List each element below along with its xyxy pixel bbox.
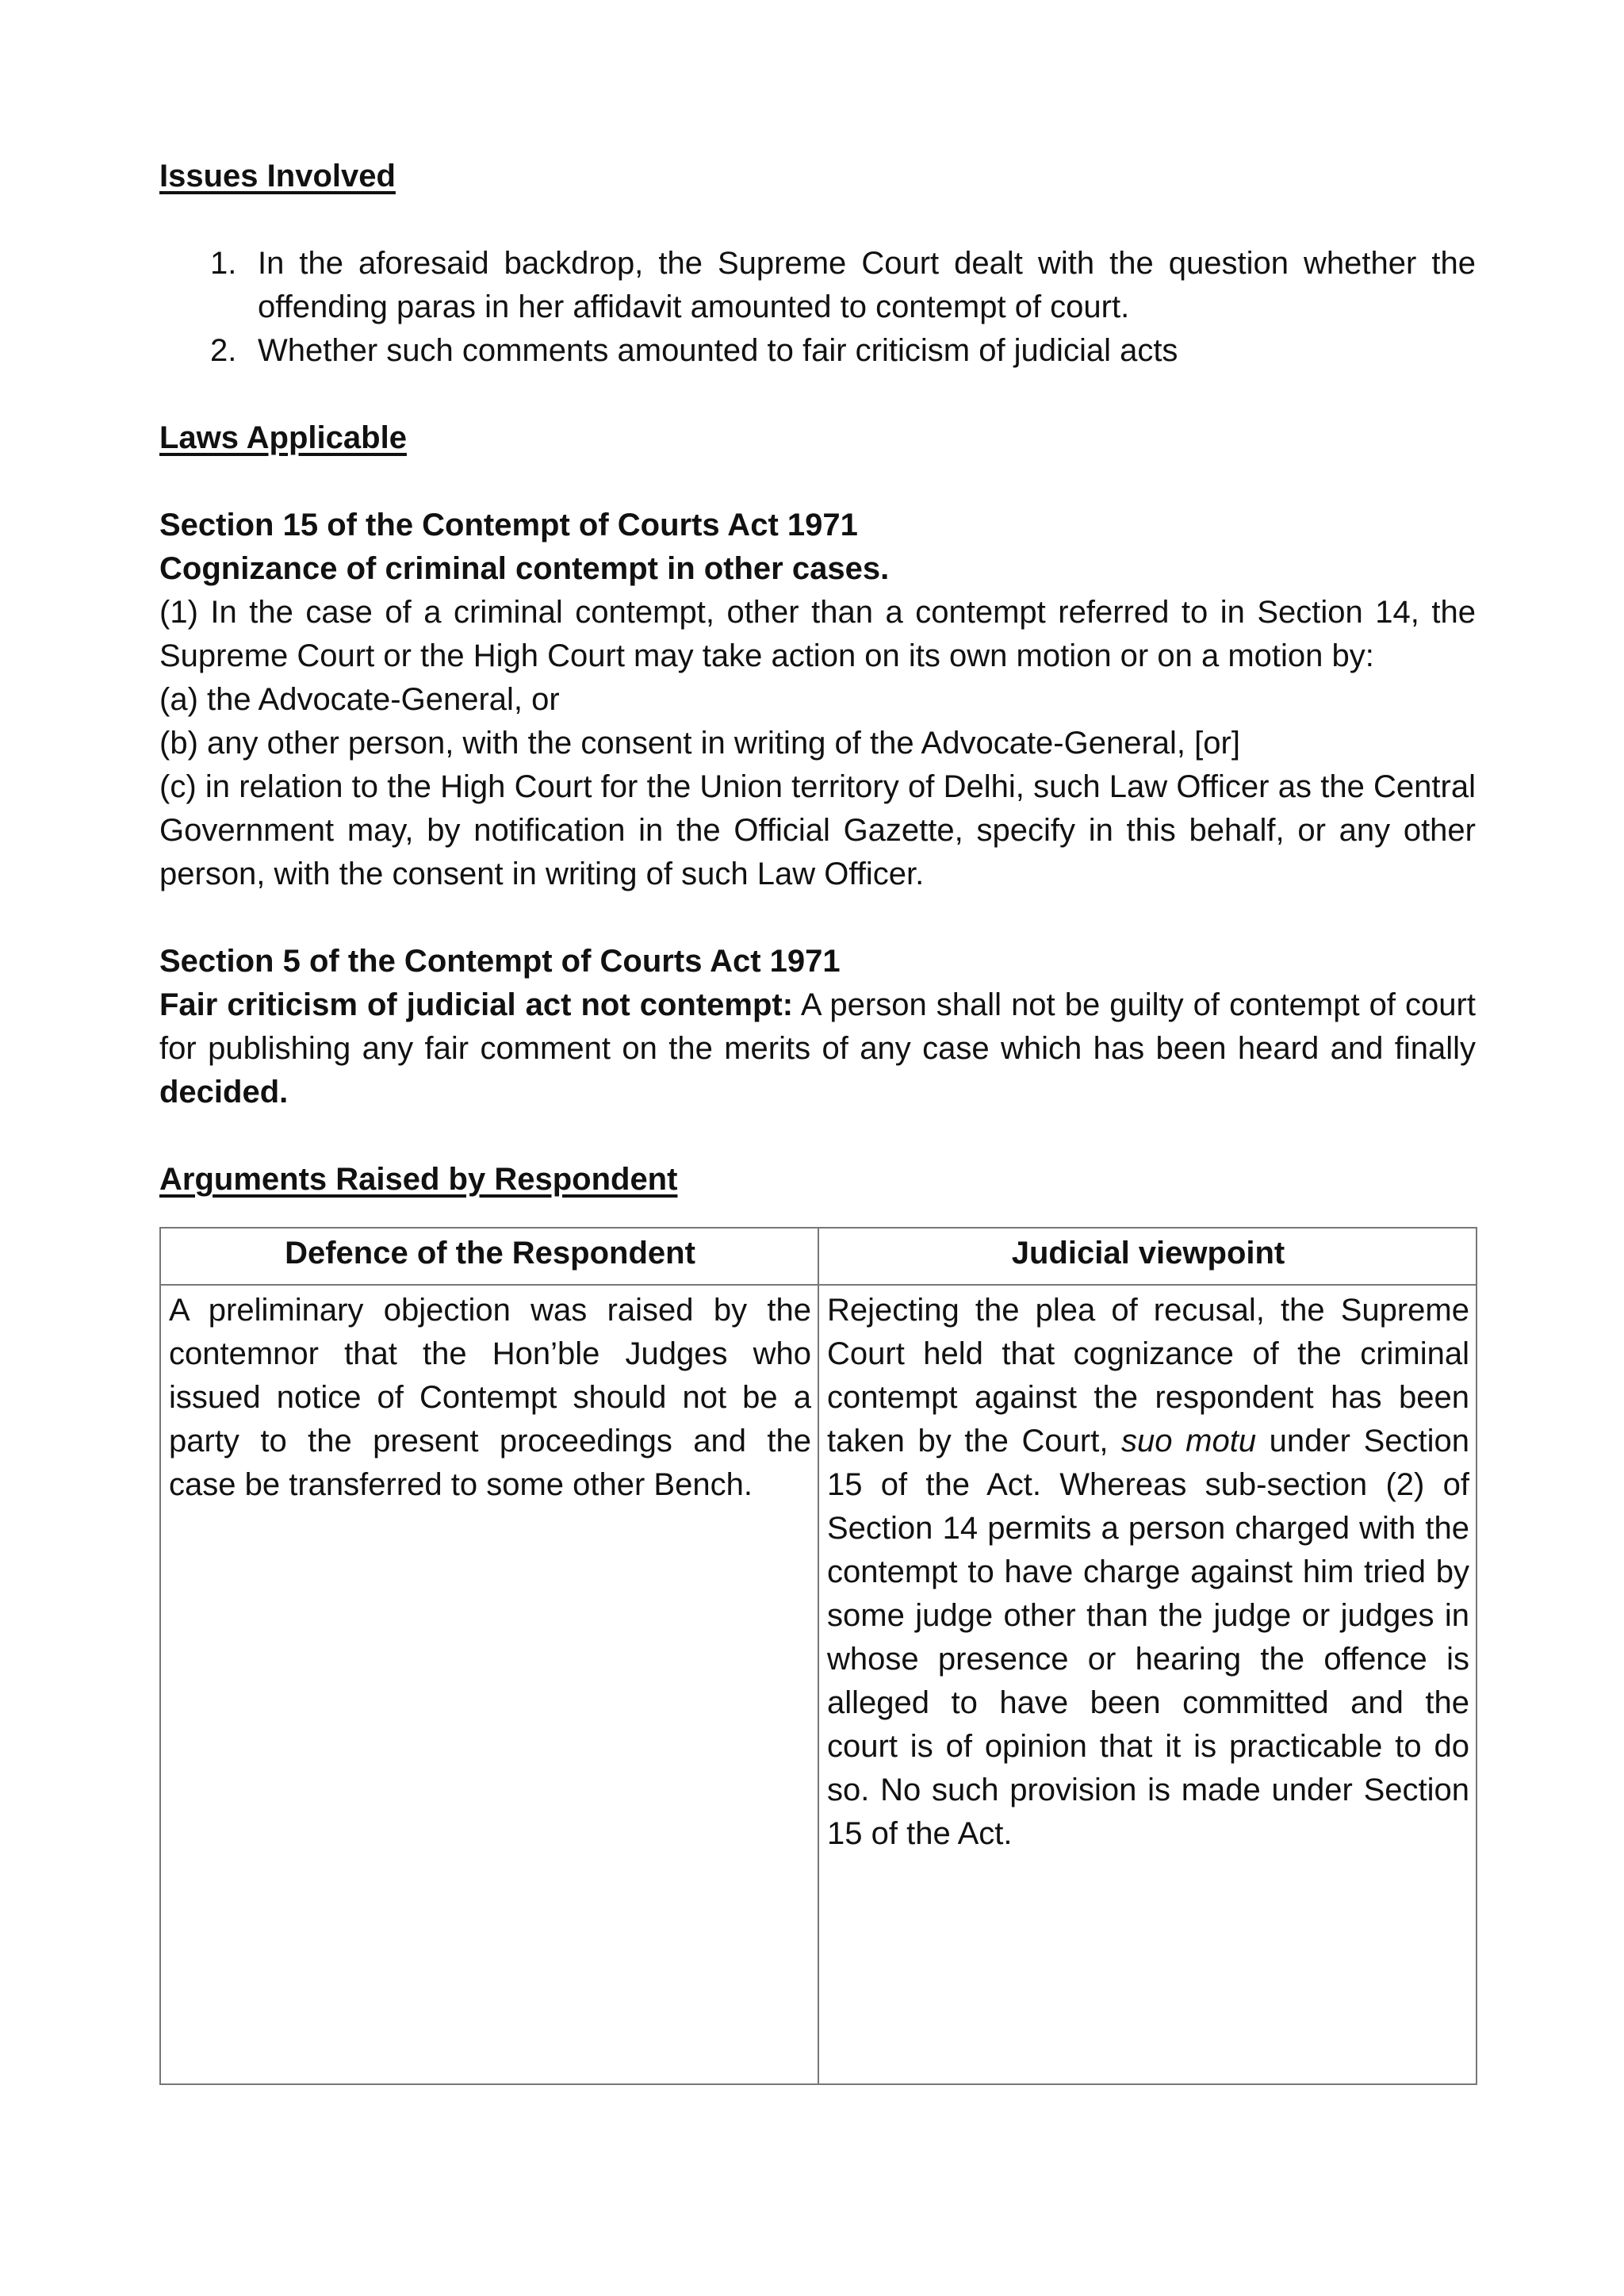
list-item-text: In the aforesaid backdrop, the Supreme Court dealt with the question whether the offending paras in her affidavit amounted to contempt of court. [258, 246, 1476, 324]
defence-cell: A preliminary objection was raised by the contemnor that the Hon’ble Judges who issued notice of Contempt should not be a party to the present proceedings and the case be transferred to some other Bench. [160, 1285, 818, 2084]
arguments-heading: Arguments Raised by Respondent [159, 1162, 678, 1197]
section5-lead: Fair criticism of judicial act not contempt: [159, 987, 794, 1022]
section5-title: Section 5 of the Contempt of Courts Act 1971 [159, 944, 841, 979]
issues-list [159, 242, 1476, 373]
table-row [160, 1285, 1477, 2084]
section5-body: A person shall not be guilty of contempt of court for publishing any fair comment on the merits of any case which has been heard and finally [159, 987, 1476, 1066]
list-item-text: Whether such comments amounted to fair criticism of judicial acts [258, 333, 1178, 368]
list-item [159, 242, 1476, 329]
document-page [159, 155, 1476, 2085]
section5-paragraph [159, 983, 1476, 1114]
list-item [159, 329, 1476, 373]
section5-end: decided. [159, 1075, 289, 1110]
arguments-table [159, 1227, 1477, 2085]
list-number: 2. [210, 333, 237, 368]
view-italic: suo motu [1121, 1424, 1257, 1458]
section15-subtitle: Cognizance of criminal contempt in other cases. [159, 551, 890, 586]
column-header-defence: Defence of the Respondent [160, 1228, 818, 1285]
section15-para1: (1) In the case of a criminal contempt, other than a contempt referred to in Section 14, the Supreme Court or the High Court may take action on its own motion or on a motion by: [159, 595, 1476, 673]
view-text-2: under Section 15 of the Act. Whereas sub-section (2) of Section 14 permits a person charged with the contempt to have charge against him tried by some judge other than the judge or judges in whose presence or hearing the offence is alleged to have been committed and the court is of opinion that it is practicable to do so. No such provision is made under Section 15 of the Act. [827, 1424, 1470, 1851]
issues-heading: Issues Involved [159, 159, 396, 194]
view-text-1: Rejecting the plea of recusal, the Supreme Court held that cognizance of the criminal contempt against the respondent has been taken by the Court, [827, 1293, 1469, 1458]
section15-clause-b: (b) any other person, with the consent in writing of the Advocate-General, [or] [159, 726, 1240, 761]
list-number: 1. [210, 246, 237, 281]
table-header-row [160, 1228, 1477, 1285]
judicial-view-cell [818, 1285, 1477, 2084]
section15-clause-c: (c) in relation to the High Court for the Union territory of Delhi, such Law Officer as the Central Government may, by notification in the Official Gazette, specify in this behalf, or any other person, with the consent in writing of such Law Officer. [159, 769, 1476, 891]
section15-title: Section 15 of the Contempt of Courts Act 1971 [159, 508, 858, 542]
column-header-judicial-view: Judicial viewpoint [818, 1228, 1477, 1285]
section15-clause-a: (a) the Advocate-General, or [159, 682, 560, 717]
laws-heading: Laws Applicable [159, 420, 407, 455]
